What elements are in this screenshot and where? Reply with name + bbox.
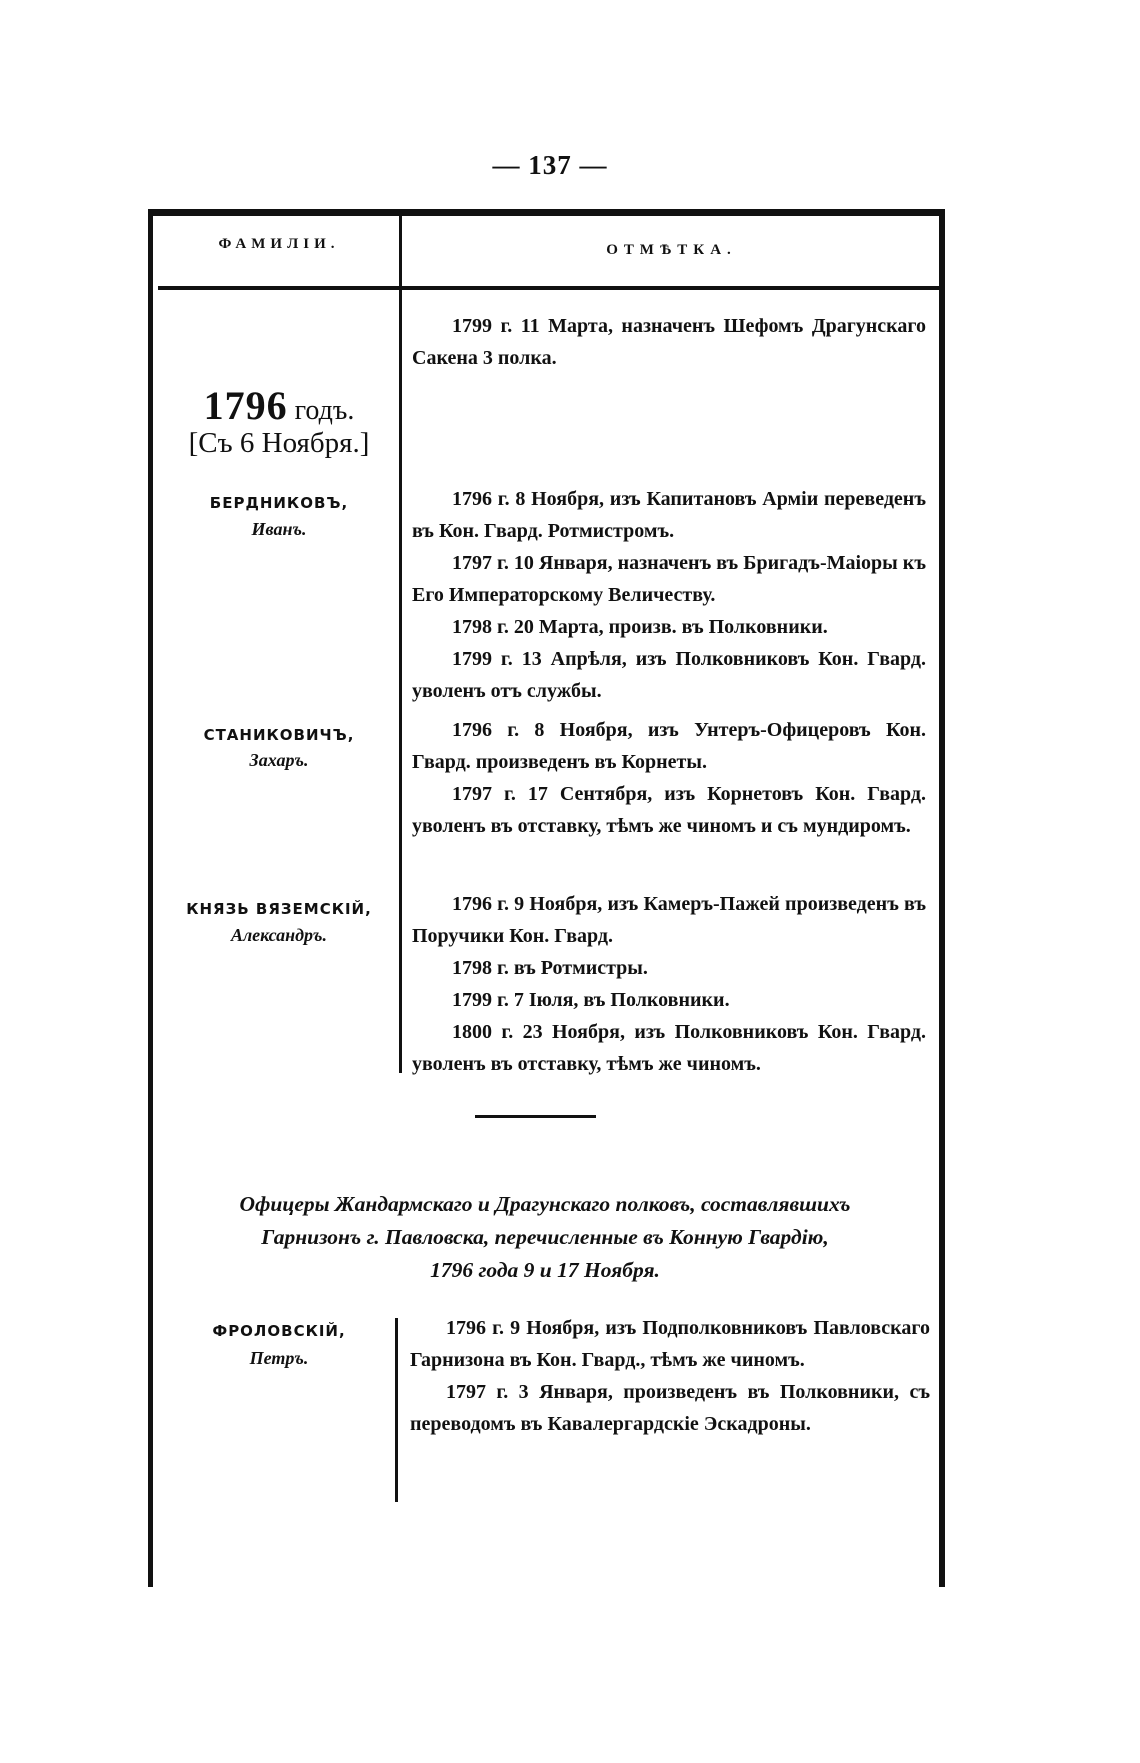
table-left-border	[148, 209, 153, 1587]
column-header-notes: ОТМѢТКА.	[606, 242, 737, 258]
year-number: 1796	[203, 383, 288, 428]
entry-surname: БЕРДНИКОВЪ,	[209, 494, 349, 512]
entry-note: 1797 г. 3 Января, произведенъ въ Полковники, съ переводомъ въ Кавалергардскіе Эскадроны.	[410, 1381, 930, 1435]
entry-note: 1798 г. 20 Марта, произв. въ Полковники.	[452, 616, 828, 638]
entry-note: 1799 г. 13 Апрѣля, изъ Полковниковъ Кон. Гвард. уволенъ отъ службы.	[412, 648, 926, 702]
column-divider-lower	[395, 1318, 398, 1502]
entry-note: 1798 г. въ Ротмистры.	[452, 957, 648, 979]
intro-note: 1799 г. 11 Марта, назначенъ Шефомъ Драгунскаго Сакена 3 полка.	[412, 315, 926, 369]
entry-surname: КНЯЗЬ ВЯЗЕМСКІЙ,	[186, 900, 372, 918]
entry-note: 1796 г. 8 Ноября, изъ Капитановъ Арміи переведенъ въ Кон. Гвард. Ротмистромъ.	[412, 488, 926, 542]
entry-note: 1796 г. 9 Ноября, изъ Подполковниковъ Павловскаго Гарнизона въ Кон. Гвард., тѣмъ же чиномъ.	[410, 1317, 930, 1371]
entry-surname: ФРОЛОВСКІЙ,	[212, 1322, 346, 1340]
column-header-surnames: ФАМИЛІИ.	[218, 236, 340, 252]
header-separator	[158, 286, 941, 290]
entry-note: 1796 г. 9 Ноября, изъ Камеръ-Пажей произведенъ въ Поручики Кон. Гвард.	[412, 893, 926, 947]
entry-surname: СТАНИКОВИЧЪ,	[203, 726, 355, 744]
year-since: [Съ 6 Ноября.]	[188, 427, 370, 459]
entry-given-name: Александръ.	[230, 925, 328, 945]
entry-given-name: Захаръ.	[249, 750, 309, 770]
entry-notes	[412, 483, 926, 707]
entry-notes	[412, 888, 926, 1080]
column-divider	[399, 216, 402, 1073]
entry-note: 1799 г. 7 Іюля, въ Полковники.	[452, 989, 730, 1011]
entry-notes	[412, 714, 926, 842]
year-heading	[160, 382, 398, 429]
year-word: годъ.	[294, 395, 355, 426]
table-top-border	[148, 209, 945, 216]
table-right-border	[939, 209, 945, 1587]
section-title: Офицеры Жандармскаго и Драгунскаго полковъ, составлявшихъ Гарнизонъ г. Павловска, перечисленные въ Конную Гвардію, 1796 года 9 и 17 Ноября.	[239, 1192, 851, 1282]
entry-note: 1797 г. 17 Сентября, изъ Корнетовъ Кон. Гвард. уволенъ въ отставку, тѣмъ же чиномъ и съ мундиромъ.	[412, 783, 926, 837]
section-divider	[475, 1115, 596, 1118]
entry-given-name: Иванъ.	[251, 519, 307, 539]
entry-note: 1797 г. 10 Января, назначенъ въ Бригадъ-Маіоры къ Его Императорскому Величеству.	[412, 552, 926, 606]
page-number: — 137 —	[492, 150, 608, 180]
entry-note: 1800 г. 23 Ноября, изъ Полковниковъ Кон. Гвард. уволенъ въ отставку, тѣмъ же чиномъ.	[412, 1021, 926, 1075]
entry-given-name: Петръ.	[249, 1348, 309, 1368]
entry-note: 1796 г. 8 Ноября, изъ Унтеръ-Офицеровъ Кон. Гвард. произведенъ въ Корнеты.	[412, 719, 926, 773]
entry-notes	[410, 1312, 930, 1440]
